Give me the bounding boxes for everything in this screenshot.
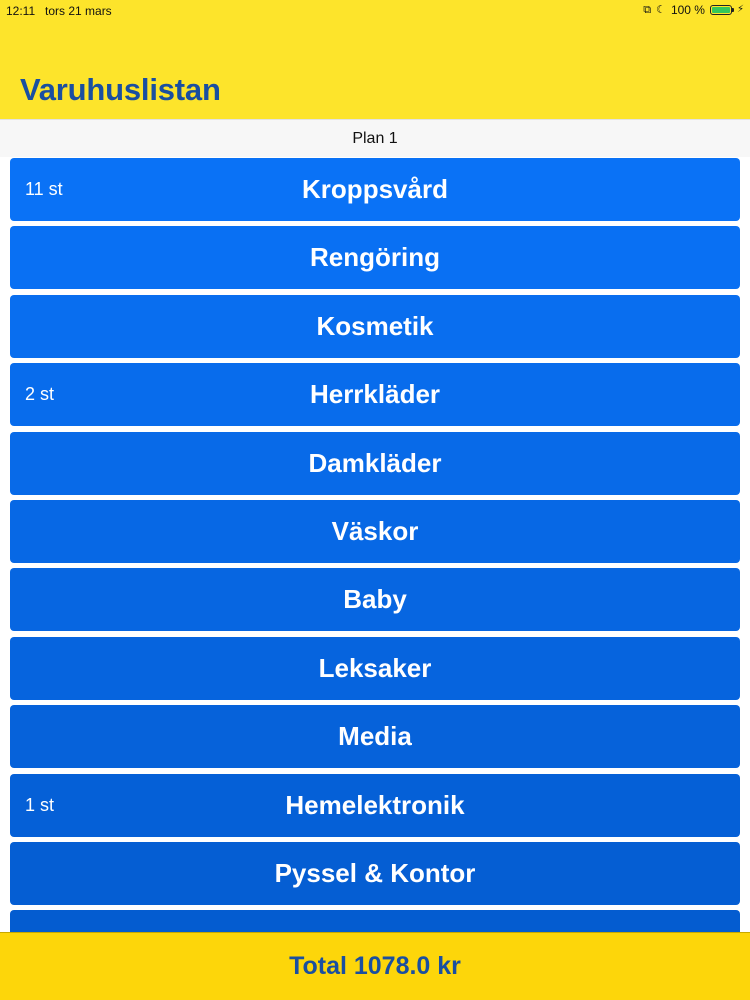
department-row[interactable] (10, 842, 740, 905)
department-label: Kroppsvård (302, 174, 448, 204)
department-label: Damkläder (308, 447, 442, 478)
department-row[interactable] (10, 295, 740, 358)
department-label: Baby (343, 584, 407, 615)
department-row[interactable] (10, 432, 740, 495)
screen-lock-icon: ⧉ (643, 4, 652, 16)
department-label: Rengöring (310, 242, 440, 273)
battery-percent: 100 % (670, 3, 705, 17)
department-row[interactable] (10, 774, 740, 837)
top-bar (0, 0, 750, 119)
battery-icon (710, 5, 732, 15)
battery-level-fill (712, 7, 730, 13)
status-bar (0, 0, 750, 22)
app-title: Varuhuslistan (20, 72, 221, 107)
department-row[interactable] (10, 158, 740, 221)
department-row[interactable] (10, 568, 740, 631)
status-right (643, 3, 744, 17)
department-label: Kosmetik (316, 310, 434, 341)
department-count: 2 st (25, 384, 55, 405)
moon-icon: ☾ (656, 4, 666, 16)
status-date: tors 21 mars (45, 4, 112, 18)
status-time: 12:11 (6, 4, 36, 18)
department-row[interactable] (10, 705, 740, 768)
department-row[interactable] (10, 226, 740, 289)
department-label: Pyssel & Kontor (274, 857, 476, 888)
battery-nub (732, 8, 734, 12)
department-label: Media (338, 721, 412, 752)
department-count: 11 st (25, 179, 63, 199)
department-label: Leksaker (318, 652, 432, 683)
department-label: Herrkläder (309, 379, 441, 410)
department-row[interactable] (10, 500, 740, 563)
charging-bolt-icon: ⚡ (736, 4, 744, 15)
department-label: Väskor (331, 515, 419, 546)
department-count: 1 st (25, 794, 55, 815)
total-bar[interactable]: Total 1078.0 kr (0, 932, 750, 1000)
section-header: Plan 1 (0, 119, 750, 157)
department-row[interactable] (10, 363, 740, 426)
department-list (10, 158, 740, 979)
department-row[interactable] (10, 637, 740, 700)
department-label: Hemelektronik (285, 789, 465, 820)
